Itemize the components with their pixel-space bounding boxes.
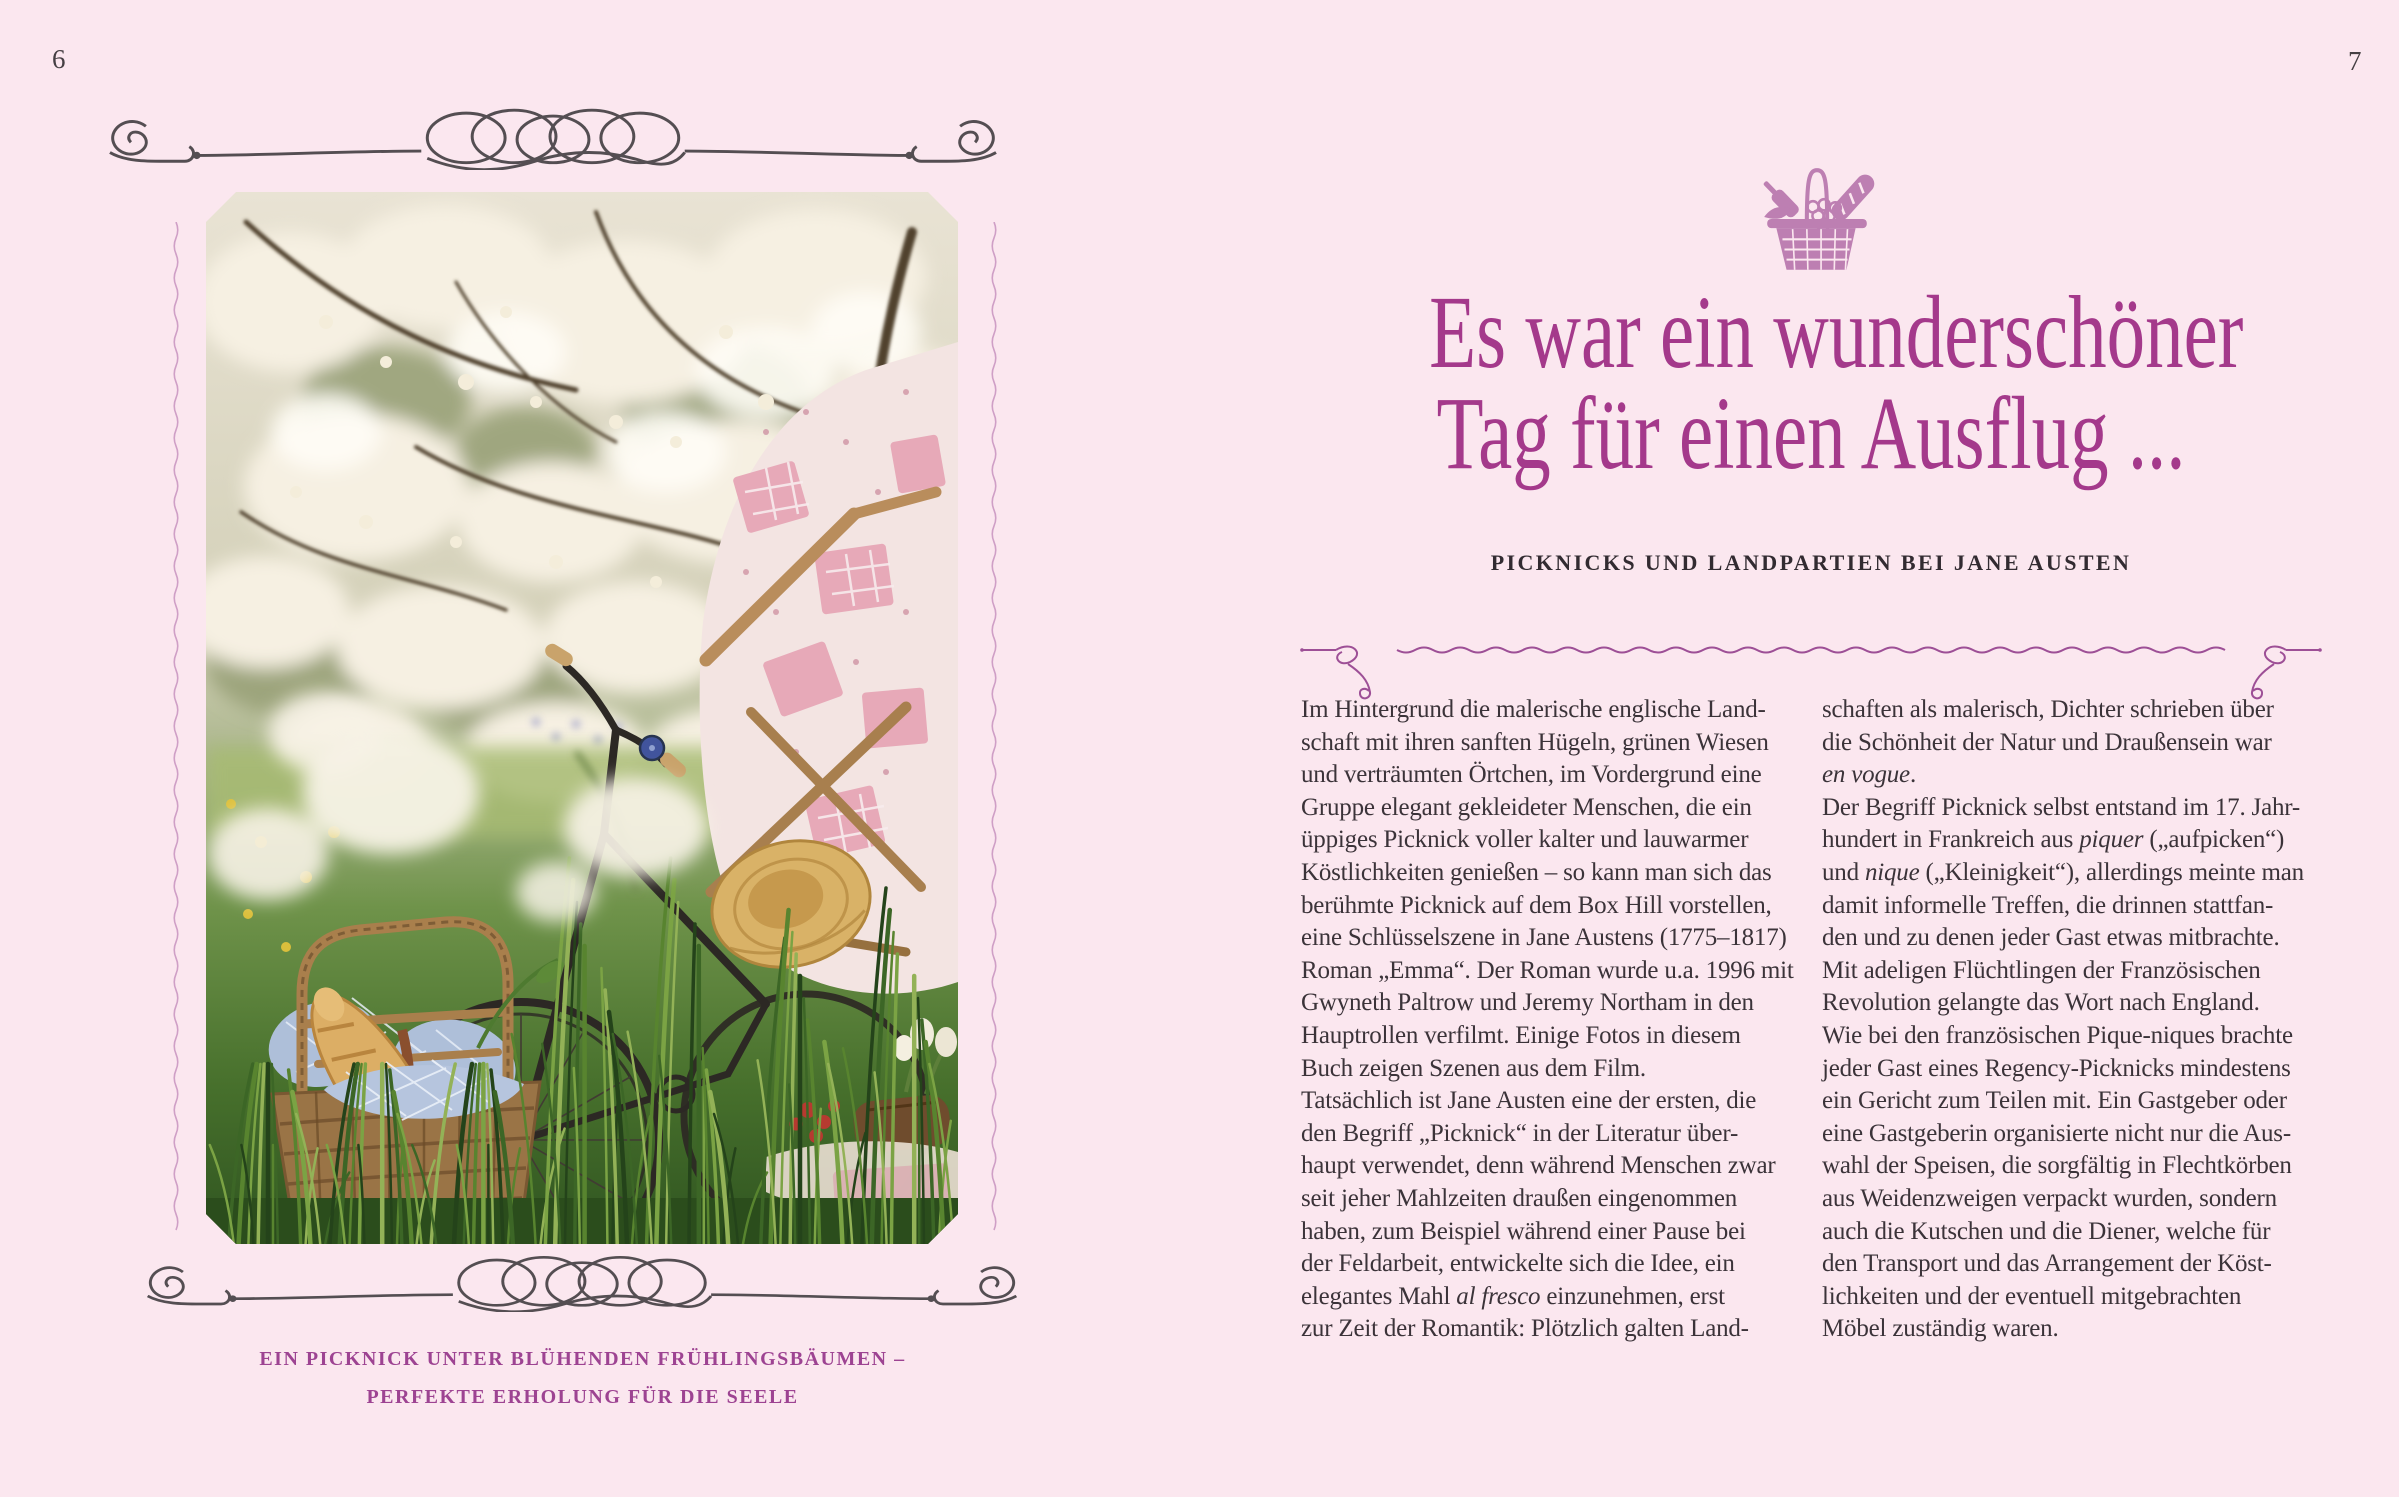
text-segment: elegantes Mahl: [1301, 1282, 1457, 1310]
top-flourish-ornament: [95, 100, 1011, 170]
text-segment: aus Weidenzweigen verpackt wurden, sondern: [1822, 1184, 2277, 1212]
text-line: [1822, 727, 2327, 760]
text-segment: haben, zum Beispiel während einer Pause bei: [1301, 1217, 1746, 1245]
text-segment: ein Gericht zum Teilen mit. Ein Gastgeber oder: [1822, 1087, 2287, 1115]
text-line: [1822, 824, 2327, 857]
text-segment: eine Schlüsselszene in Jane Austens (1775–1817): [1301, 924, 1787, 952]
text-line: [1301, 1085, 1806, 1118]
text-segment: und: [1822, 858, 1865, 886]
text-line: [1301, 759, 1806, 792]
text-line: [1822, 1053, 2327, 1086]
bottom-flourish-ornament: [133, 1248, 1031, 1312]
text-line: [1301, 1248, 1806, 1281]
text-segment: („Kleinigkeit“), allerdings meinte man: [1919, 858, 2304, 886]
text-segment: Hauptrollen verfilmt. Einige Fotos in diesem: [1301, 1021, 1741, 1049]
text-line: [1822, 1248, 2327, 1281]
photo-caption-line1: EIN PICKNICK UNTER BLÜHENDEN FRÜHLINGSBÄUMEN –: [259, 1348, 906, 1370]
text-segment: üppiges Picknick voller kalter und lauwarmer: [1301, 826, 1749, 854]
text-line: [1822, 1281, 2327, 1314]
text-segment: Buch zeigen Szenen aus dem Film.: [1301, 1054, 1646, 1082]
text-line: [1301, 792, 1806, 825]
text-segment: den und zu denen jeder Gast etwas mitbrachte.: [1822, 924, 2280, 952]
body-column-left: [1301, 694, 1806, 1346]
text-segment: und verträumten Örtchen, im Vordergrund eine: [1301, 761, 1762, 789]
text-segment: damit informelle Treffen, die drinnen stattfan-: [1822, 891, 2274, 919]
page-number-left: 6: [52, 44, 66, 74]
text-line: [1822, 1216, 2327, 1249]
text-segment: Der Begriff Picknick selbst entstand im 17. Jahr-: [1822, 793, 2301, 821]
text-segment: Möbel zuständig waren.: [1822, 1315, 2059, 1343]
text-segment: seit jeher Mahlzeiten draußen eingenommen: [1301, 1184, 1738, 1212]
text-line: [1822, 1085, 2327, 1118]
page-number-right: 7: [2348, 46, 2362, 76]
photo-caption: [160, 1340, 1005, 1416]
text-line: [1301, 955, 1806, 988]
text-line: [1301, 857, 1806, 890]
text-segment: den Begriff „Picknick“ in der Literatur über-: [1301, 1119, 1739, 1147]
text-line: [1301, 890, 1806, 923]
text-segment: jeder Gast eines Regency-Picknicks mindestens: [1822, 1054, 2291, 1082]
text-segment: al fresco: [1456, 1282, 1541, 1310]
text-segment: en vogue: [1822, 761, 1910, 789]
text-line: [1822, 792, 2327, 825]
text-line: [1822, 759, 2327, 792]
photo-caption-line2: PERFEKTE ERHOLUNG FÜR DIE SEELE: [366, 1386, 799, 1408]
text-line: [1301, 824, 1806, 857]
text-line: [1301, 1313, 1806, 1346]
photo-right-wavy-line: [990, 222, 998, 1238]
text-line: [1301, 1053, 1806, 1086]
chapter-subtitle: PICKNICKS UND LANDPARTIEN BEI JANE AUSTEN: [1490, 550, 2132, 575]
text-segment: einzunehmen, erst: [1540, 1282, 1725, 1310]
picnic-orchard-illustration: [206, 192, 958, 1244]
text-line: [1822, 987, 2327, 1020]
text-line: [1822, 922, 2327, 955]
text-line: [1822, 1150, 2327, 1183]
chapter-title: [1429, 275, 2244, 491]
text-segment: eine Gastgeberin organisierte nicht nur die Aus-: [1822, 1119, 2291, 1147]
text-segment: der Feldarbeit, entwickelte sich die Idee, ein: [1301, 1250, 1735, 1278]
text-line: [1822, 1118, 2327, 1151]
text-segment: Gwyneth Paltrow und Jeremy Northam in den: [1301, 989, 1754, 1017]
text-segment: („aufpicken“): [2143, 826, 2285, 854]
text-segment: schaft mit ihren sanften Hügeln, grünen Wiesen: [1301, 728, 1769, 756]
text-segment: Revolution gelangte das Wort nach England.: [1822, 989, 2260, 1017]
text-segment: haupt verwendet, denn während Menschen zwar: [1301, 1152, 1776, 1180]
text-segment: auch die Kutschen und die Diener, welche für: [1822, 1217, 2271, 1245]
text-segment: Köstlichkeiten genießen – so kann man sich das: [1301, 858, 1772, 886]
text-segment: piquer: [2079, 826, 2144, 854]
text-line: [1822, 1020, 2327, 1053]
picnic-basket-icon: [1754, 164, 1880, 276]
text-line: [1301, 1020, 1806, 1053]
text-segment: den Transport und das Arrangement der Köst-: [1822, 1250, 2272, 1278]
text-segment: Im Hintergrund die malerische englische Land-: [1301, 696, 1766, 723]
text-line: [1822, 1313, 2327, 1346]
text-line: [1301, 727, 1806, 760]
chapter-title-line1: Es war ein wunderschöner: [1429, 275, 2244, 390]
text-segment: lichkeiten und der eventuell mitgebrachten: [1822, 1282, 2242, 1310]
body-column-right: [1822, 694, 2327, 1346]
text-line: [1301, 1216, 1806, 1249]
text-segment: nique: [1864, 858, 1920, 886]
picnic-orchard-photo: [206, 192, 958, 1244]
text-segment: Roman „Emma“. Der Roman wurde u.a. 1996 mit: [1301, 956, 1794, 984]
text-line: [1301, 1183, 1806, 1216]
text-line: [1822, 1183, 2327, 1216]
chapter-title-line2: Tag für einen Ausflug ...: [1436, 376, 2186, 491]
text-line: [1822, 694, 2327, 727]
text-segment: wahl der Speisen, die sorgfältig in Flechtkörben: [1822, 1152, 2292, 1180]
text-segment: Gruppe elegant gekleideter Menschen, die ein: [1301, 793, 1752, 821]
text-segment: zur Zeit der Romantik: Plötzlich galten Land-: [1301, 1315, 1749, 1343]
text-line: [1822, 955, 2327, 988]
text-line: [1301, 922, 1806, 955]
text-line: [1301, 1150, 1806, 1183]
text-line: [1822, 890, 2327, 923]
text-segment: Mit adeligen Flüchtlingen der Französischen: [1822, 956, 2261, 984]
text-line: [1822, 857, 2327, 890]
text-segment: Wie bei den französischen Pique-niques brachte: [1822, 1021, 2293, 1049]
photo-left-wavy-line: [172, 222, 180, 1238]
text-segment: Tatsächlich ist Jane Austen eine der ersten, die: [1301, 1087, 1757, 1115]
text-line: [1301, 1281, 1806, 1314]
text-segment: die Schönheit der Natur und Draußensein war: [1822, 728, 2272, 756]
text-line: [1301, 694, 1806, 727]
text-segment: schaften als malerisch, Dichter schrieben über: [1822, 696, 2274, 723]
text-segment: hundert in Frankreich aus: [1822, 826, 2080, 854]
text-line: [1301, 1118, 1806, 1151]
text-segment: berühmte Picknick auf dem Box Hill vorstellen,: [1301, 891, 1772, 919]
text-segment: .: [1909, 761, 1917, 789]
text-line: [1301, 987, 1806, 1020]
